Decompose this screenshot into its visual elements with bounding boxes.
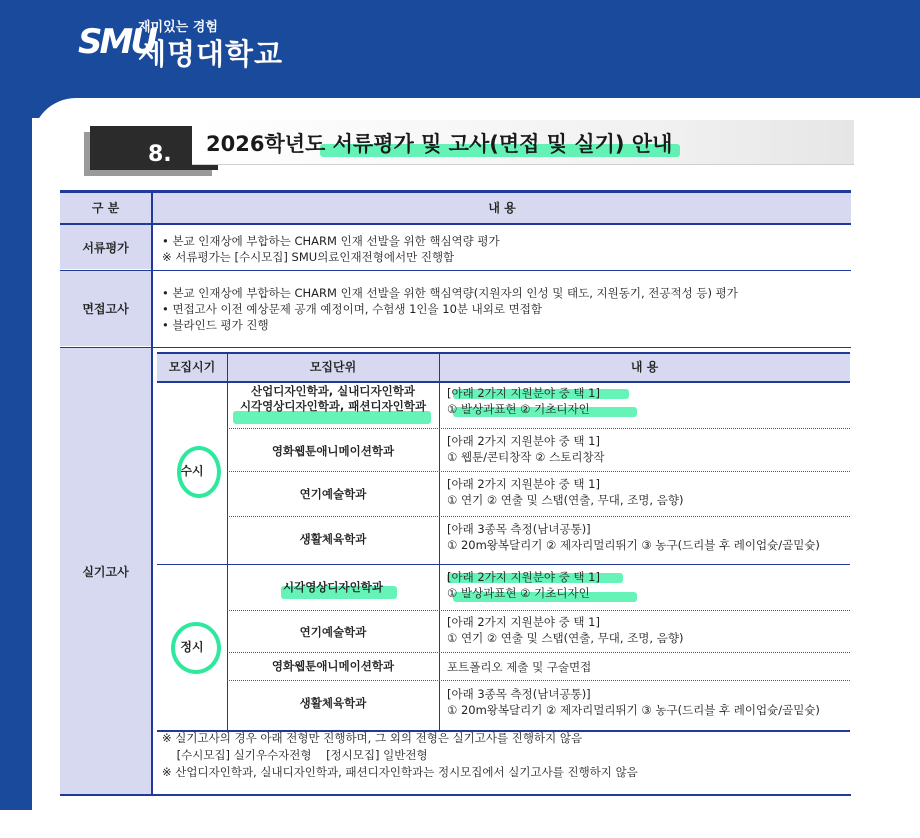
col-unit-header: 모집단위 bbox=[309, 360, 357, 374]
row-divider-dotted bbox=[227, 610, 850, 611]
row-divider-dotted bbox=[227, 428, 850, 429]
col-category-header: 구 분 bbox=[91, 201, 120, 215]
content-line: • 면접고사 이전 예상문제 공개 예정이며, 수험생 1인을 10분 내외로 면접함 bbox=[162, 302, 542, 316]
row-divider-dotted bbox=[227, 516, 850, 517]
col-desc-header: 내 용 bbox=[630, 360, 659, 374]
unit-susi-animation: 영화웹툰애니메이션학과 bbox=[271, 444, 395, 458]
row-label-document: 서류평가 bbox=[60, 225, 151, 269]
unit-susi-acting: 연기예술학과 bbox=[299, 487, 367, 501]
desc-line: [아래 3종목 측정(남녀공통)] bbox=[447, 522, 591, 536]
row-interview-content bbox=[162, 285, 738, 333]
col-content-header: 내 용 bbox=[488, 201, 516, 215]
row-label-interview: 면접고사 bbox=[60, 271, 151, 346]
left-brand-bar bbox=[0, 118, 32, 810]
unit-jeongsi-animation: 영화웹툰애니메이션학과 bbox=[271, 659, 395, 673]
logo-name: 세명대학교 bbox=[138, 37, 284, 71]
desc-susi-animation bbox=[447, 433, 605, 465]
desc-jeongsi-sports bbox=[447, 686, 820, 718]
row-document-content bbox=[162, 233, 500, 265]
note-line: ※ 실기고사의 경우 아래 전형만 진행하며, 그 외의 전형은 실기고사를 진행하지 않음 bbox=[162, 731, 583, 745]
row-divider-dotted bbox=[227, 680, 850, 681]
table-header-row bbox=[60, 193, 851, 225]
period-divider bbox=[157, 564, 850, 565]
desc-line: 포트폴리오 제출 및 구술면접 bbox=[447, 660, 592, 674]
unit-line: 시각영상디자인학과, 패션디자인학과 bbox=[239, 399, 427, 413]
university-logo bbox=[78, 10, 308, 70]
content-line: • 본교 인재상에 부합하는 CHARM 인재 선발을 위한 핵심역량(지원자의 인성 및 태도, 지원동기, 전공적성 등) 평가 bbox=[162, 286, 738, 300]
note-line: [수시모집] 실기우수자전형 [정시모집] 일반전형 bbox=[162, 748, 428, 762]
desc-line: [아래 3종목 측정(남녀공통)] bbox=[447, 687, 591, 701]
hand-drawn-circle bbox=[171, 622, 221, 674]
desc-susi-design bbox=[447, 385, 600, 417]
desc-line: ① 발상과표현 ② 기초디자인 bbox=[447, 402, 590, 416]
unit-line: 산업디자인학과, 실내디자인학과 bbox=[251, 384, 415, 398]
unit-jeongsi-design: 시각영상디자인학과 bbox=[283, 580, 383, 594]
practical-exam-table bbox=[157, 352, 850, 732]
content-line: • 블라인드 평가 진행 bbox=[162, 318, 269, 332]
desc-line: ① 연기 ② 연출 및 스탭(연출, 무대, 조명, 음향) bbox=[447, 493, 684, 507]
desc-line: [아래 2가지 지원분야 중 택 1] bbox=[447, 477, 600, 491]
desc-line: ① 웹툰/콘티창작 ② 스토리창작 bbox=[447, 450, 605, 464]
row-divider-dotted bbox=[227, 471, 850, 472]
unit-jeongsi-sports: 생활체육학과 bbox=[299, 696, 367, 710]
column-divider bbox=[151, 193, 153, 794]
desc-line: [아래 2가지 지원분야 중 택 1] bbox=[447, 615, 600, 629]
period-jeongsi: 정시 bbox=[180, 640, 204, 654]
desc-jeongsi-acting bbox=[447, 614, 683, 646]
row-separator bbox=[60, 270, 851, 271]
section-title: 2026학년도 서류평가 및 고사(면접 및 실기) 안내 bbox=[206, 132, 673, 156]
unit-susi-sports: 생활체육학과 bbox=[299, 532, 367, 546]
desc-jeongsi-design bbox=[447, 569, 600, 601]
hand-drawn-circle bbox=[177, 446, 221, 498]
note-line: ※ 산업디자인학과, 실내디자인학과, 패션디자인학과는 정시모집에서 실기고사를 진행하지 않음 bbox=[162, 765, 638, 779]
row-separator bbox=[60, 347, 851, 348]
col-period-header: 모집시기 bbox=[168, 360, 216, 374]
period-susi: 수시 bbox=[180, 464, 204, 478]
sub-column-divider bbox=[439, 354, 440, 730]
desc-line: ① 발상과표현 ② 기초디자인 bbox=[447, 586, 590, 600]
unit-jeongsi-acting: 연기예술학과 bbox=[299, 625, 367, 639]
practical-notes bbox=[162, 730, 638, 781]
desc-jeongsi-animation bbox=[447, 659, 591, 675]
logo-slogan: 재미있는 경험 bbox=[138, 20, 218, 35]
content-line: • 본교 인재상에 부합하는 CHARM 인재 선발을 위한 핵심역량 평가 bbox=[162, 234, 500, 248]
unit-susi-design bbox=[227, 384, 439, 414]
section-number: 8. bbox=[148, 142, 172, 167]
desc-susi-acting bbox=[447, 476, 683, 508]
desc-susi-sports bbox=[447, 521, 820, 553]
logo-mark: SMU bbox=[78, 22, 155, 62]
content-line: ※ 서류평가는 [수시모집] SMU의료인재전형에서만 진행함 bbox=[162, 250, 455, 264]
desc-line: ① 연기 ② 연출 및 스탭(연출, 무대, 조명, 음향) bbox=[447, 631, 684, 645]
desc-line: [아래 2가지 지원분야 중 택 1] bbox=[447, 570, 600, 584]
desc-line: ① 20m왕복달리기 ② 제자리멀리뛰기 ③ 농구(드리블 후 레이업슛/골밑슛) bbox=[447, 538, 820, 552]
desc-line: [아래 2가지 지원분야 중 택 1] bbox=[447, 434, 600, 448]
row-label-practical: 실기고사 bbox=[60, 348, 151, 794]
section-title-band bbox=[192, 120, 854, 165]
row-divider-dotted bbox=[227, 652, 850, 653]
practical-header-row bbox=[157, 354, 850, 383]
desc-line: ① 20m왕복달리기 ② 제자리멀리뛰기 ③ 농구(드리블 후 레이업슛/골밑슛) bbox=[447, 703, 820, 717]
desc-line: [아래 2가지 지원분야 중 택 1] bbox=[447, 386, 600, 400]
